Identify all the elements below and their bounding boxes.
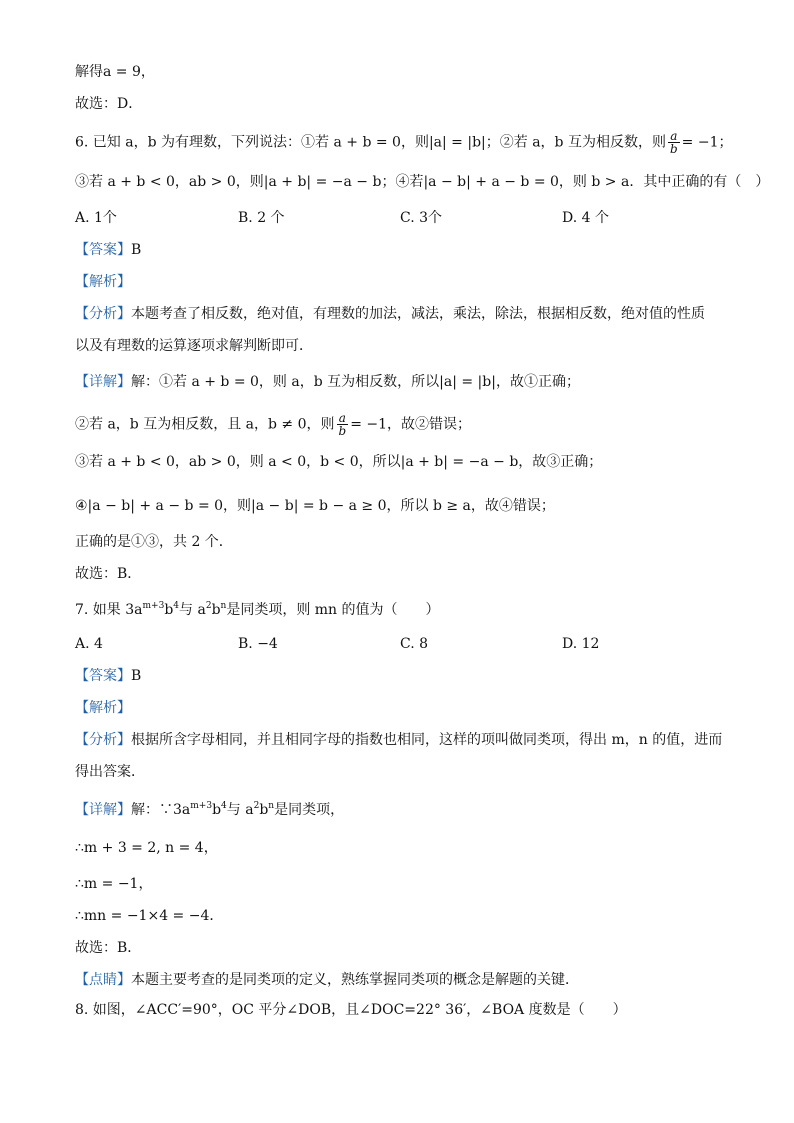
- q6-detail-5: 正确的是①③，共 2 个．: [75, 534, 233, 550]
- q7-fenxi-line2: 得出答案．: [75, 764, 145, 780]
- q6-detail-1: 【详解】解：①若 a + b = 0，则 a，b 互为相反数，所以|a| = |b|，故①正确；: [75, 374, 580, 390]
- q6-fenxi-line2: 以及有理数的运算逐项求解判断即可．: [75, 338, 313, 354]
- q7-option-c: C. 8: [400, 636, 429, 652]
- q7-stem: 7. 如果 $3a^{m+3}b^4$与 $a^2b^n$是同类项，则 mn 的值为（ ）: [75, 601, 440, 618]
- q6-option-d: D. 4 个: [562, 210, 609, 226]
- q6-analysis-heading: 【解析】: [75, 274, 131, 290]
- q7-option-a: A. 4: [75, 636, 103, 652]
- q6-stem-line2: ③若 a + b < 0，ab > 0，则|a + b| = −a − b；④若|a − b| + a − b = 0，则 b > a．其中正确的有（ ）: [75, 174, 770, 190]
- q7-analysis-heading: 【解析】: [75, 700, 131, 716]
- q6-detail-2: ②若 a，b 互为相反数，且 a，b ≠ 0，则 $\frac{a}{b}$ = −1，故②错误；: [75, 411, 472, 438]
- q6-detail-3: ③若 a + b < 0，ab > 0，则 a < 0，b < 0，所以|a + b| = −a − b，故③正确；: [75, 454, 603, 470]
- q7-dianjing: 【点睛】本题主要考查的是同类项的定义，熟练掌握同类项的概念是解题的关键．: [75, 972, 579, 988]
- q7-detail-5: 故选：B．: [75, 940, 142, 956]
- q7-option-b: B. −4: [238, 636, 278, 652]
- q7-detail-3: ∴m = −1，: [75, 876, 153, 892]
- q6-answer: 【答案】B: [75, 242, 142, 258]
- q6-option-a: A. 1个: [75, 210, 117, 226]
- q6-option-c: C. 3个: [400, 210, 443, 226]
- q7-detail-1: 【详解】解：$\because 3a^{m+3}b^4$与 $a^2b^n$是同类项，: [75, 801, 345, 818]
- q8-stem: 8. 如图，∠ACC′=90°，OC 平分∠DOB，且∠DOC=22° 36′，∠BOA 度数是（ ）: [75, 1002, 627, 1018]
- q7-detail-2: ∴m + 3 = 2, n = 4，: [75, 840, 218, 856]
- q7-detail-4: ∴mn = −1×4 = −4．: [75, 908, 224, 924]
- q6-detail-4: ④|a − b| + a − b = 0，则|a − b| = b − a ≥ 0，所以 b ≥ a，故④错误；: [75, 498, 555, 514]
- q6-detail-6: 故选：B．: [75, 566, 142, 582]
- q6-fraction: $\frac{a}{b}$: [669, 129, 678, 156]
- q6-fenxi-line1: 【分析】本题考查了相反数，绝对值，有理数的加法，减法，乘法，除法，根据相反数，绝对值的性质: [75, 306, 705, 322]
- q6-stem-line1: 6. 已知 a，b 为有理数，下列说法：①若 a + b = 0，则|a| = |b|；②若 a，b 互为相反数，则 $\frac{a}{b}$ = −1；: [75, 129, 733, 156]
- line-solve-a: 解得a = 9，: [75, 64, 155, 80]
- q6-detail-fraction: $\frac{a}{b}$: [338, 411, 347, 438]
- q7-option-d: D. 12: [562, 636, 600, 652]
- q7-answer: 【答案】B: [75, 668, 142, 684]
- line-choose-d: 故选：D．: [75, 96, 143, 112]
- q7-fenxi-line1: 【分析】根据所含字母相同，并且相同字母的指数也相同，这样的项叫做同类项，得出 m，n 的值，进而: [75, 732, 723, 748]
- q6-option-b: B. 2 个: [238, 210, 285, 226]
